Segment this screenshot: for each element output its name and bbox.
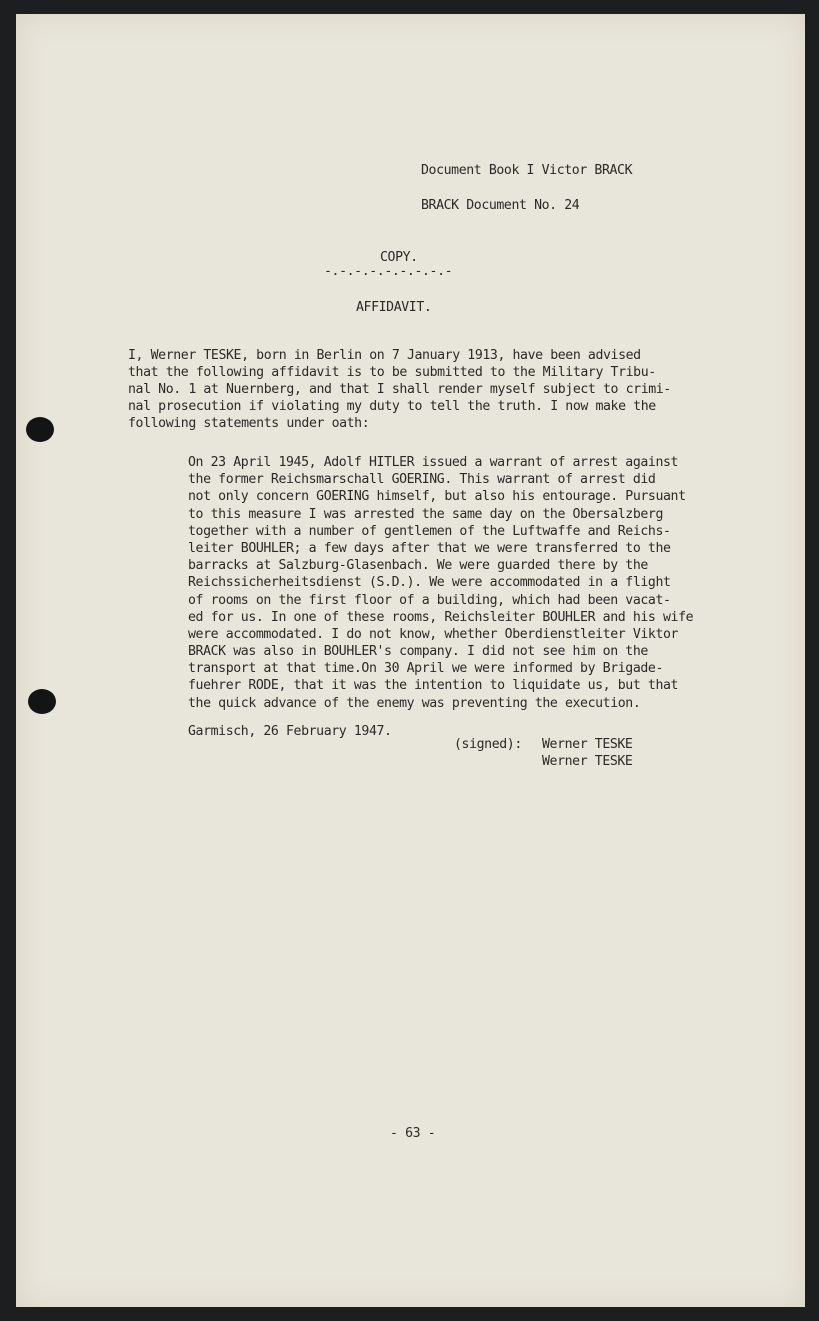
statement-line: the quick advance of the enemy was preventing the execution.: [188, 695, 641, 711]
statement-line: BRACK was also in BOUHLER's company. I did not see him on the: [188, 644, 648, 660]
statement-line: fuehrer RODE, that it was the intention to liquidate us, but that: [188, 678, 679, 694]
statement-line: were accommodated. I do not know, whether Oberdienstleiter Viktor: [188, 626, 679, 642]
statement-paragraph: [188, 454, 693, 712]
statement-line: transport at that time.On 30 April we were informed by Brigade-: [188, 661, 663, 677]
document-page: [16, 14, 805, 1307]
page-title: AFFIDAVIT.: [356, 300, 432, 315]
statement-line: ed for us. In one of these rooms, Reichsleiter BOUHLER and his wife: [188, 609, 694, 625]
divider-line: -.-.-.-.-.-.-.-.-: [324, 264, 453, 279]
intro-paragraph: [128, 347, 671, 432]
header-book-line: Document Book I Victor BRACK: [421, 163, 633, 178]
statement-line: of rooms on the first floor of a building, which had been vacat-: [188, 592, 671, 608]
signature-line-2: Werner TESKE: [542, 754, 633, 769]
header-document-number: BRACK Document No. 24: [421, 198, 580, 213]
place-date: Garmisch, 26 February 1947.: [188, 724, 392, 739]
signed-label: (signed):: [454, 737, 522, 752]
punch-hole: [28, 689, 56, 714]
copy-label: COPY.: [380, 250, 418, 265]
statement-line: barracks at Salzburg-Glasenbach. We were guarded there by the: [188, 558, 648, 574]
page-number: - 63 -: [390, 1126, 436, 1141]
intro-line: nal No. 1 at Nuernberg, and that I shall render myself subject to crimi-: [128, 382, 671, 397]
statement-line: to this measure I was arrested the same day on the Obersalzberg: [188, 506, 663, 522]
signature-line-1: Werner TESKE: [542, 737, 633, 752]
statement-line: On 23 April 1945, Adolf HITLER issued a warrant of arrest against: [188, 455, 679, 470]
punch-hole: [26, 417, 54, 442]
statement-line: the former Reichsmarschall GOERING. This warrant of arrest did: [188, 472, 656, 488]
statement-line: Reichssicherheitsdienst (S.D.). We were accommodated in a flight: [188, 575, 671, 591]
statement-line: not only concern GOERING himself, but also his entourage. Pursuant: [188, 489, 686, 505]
intro-line: nal prosecution if violating my duty to tell the truth. I now make the: [128, 399, 656, 414]
intro-line: following statements under oath:: [128, 416, 370, 431]
statement-line: together with a number of gentlemen of the Luftwaffe and Reichs-: [188, 523, 671, 539]
intro-line: that the following affidavit is to be submitted to the Military Tribu-: [128, 365, 656, 380]
intro-line: I, Werner TESKE, born in Berlin on 7 January 1913, have been advised: [128, 348, 641, 363]
statement-line: leiter BOUHLER; a few days after that we were transferred to the: [188, 540, 671, 556]
